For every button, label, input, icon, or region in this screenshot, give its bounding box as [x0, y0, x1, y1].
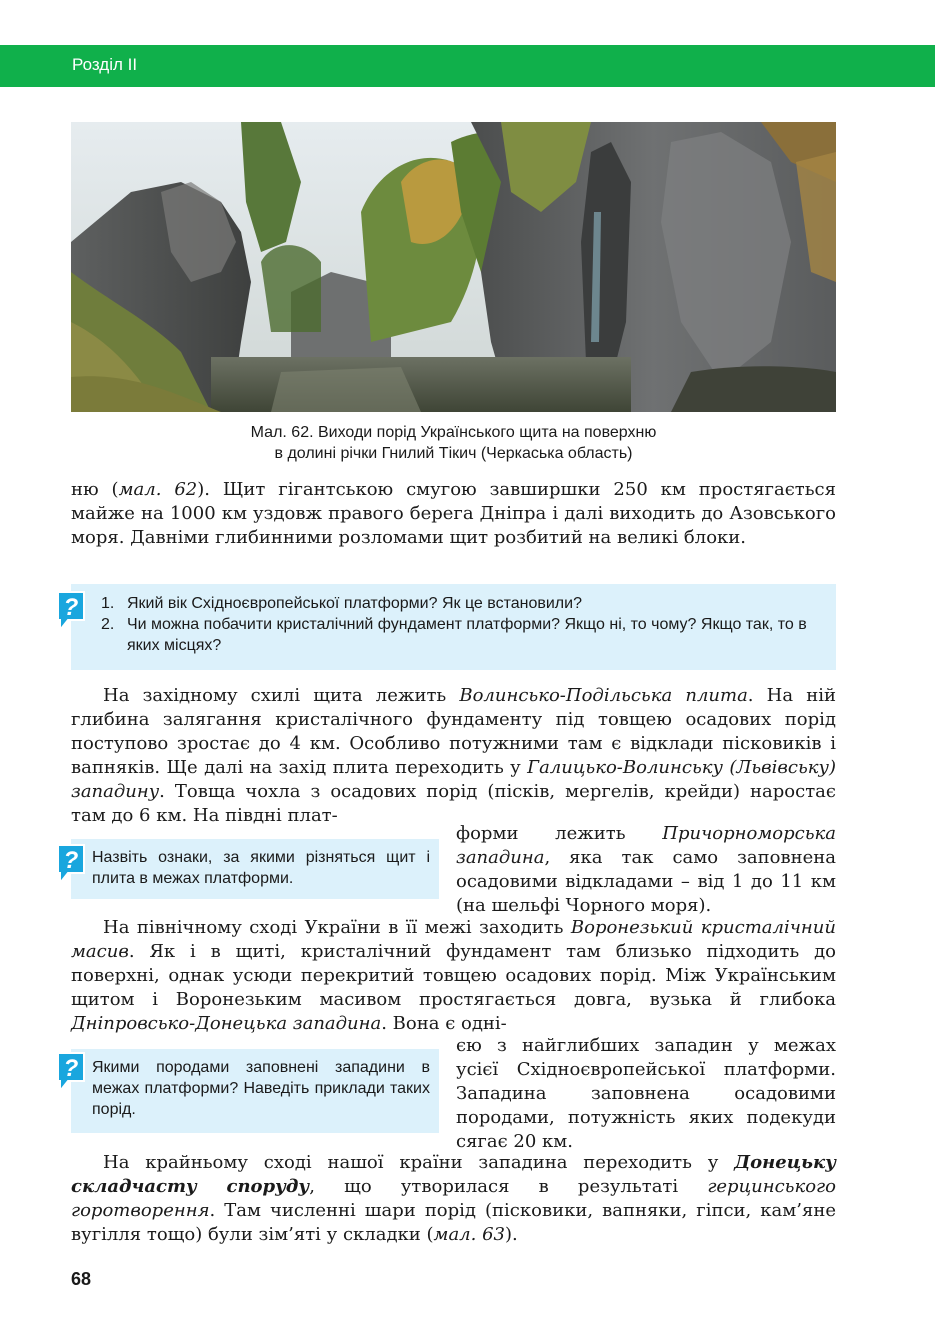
caption-line-2: в долині річки Гнилий Тікич (Черкаська область) — [274, 445, 633, 462]
paragraph-3 — [71, 916, 836, 1036]
question-icon — [52, 1051, 88, 1093]
page-number: 68 — [71, 1269, 92, 1289]
para2-wrap-text: форми лежить — [456, 823, 663, 844]
para3-text-3: . Вона є одні- — [381, 1013, 507, 1034]
section-title: Розділ II — [72, 55, 138, 74]
question-box-3 — [71, 1049, 439, 1133]
question-text: Назвіть ознаки, за якими різняться щит і плита в межах платформи. — [92, 849, 430, 887]
term-halytsko-volynska: Галицько-Волинську (Львівську) западину — [71, 757, 836, 802]
para3-text-2: . Як і в щиті, кристалічний фундамент там близько підходить до поверхні, однак усюди перекритий товщею осадових порід. Між Українським щитом і Воронезьким масивом простягається довга, вузька й глибока — [71, 941, 836, 1010]
para2-text-2: . На ній глибина залягання кристалічного фундаменту під товщею осадових порід поступово зростає до 4 км. Особливо потужними там є відклади пісковиків і вапняків. Ще далі на захід плита переходить у — [71, 685, 836, 778]
question-item — [101, 614, 826, 656]
question-number: 2. — [101, 616, 115, 633]
figure-ref-62: мал. 62 — [118, 479, 198, 500]
paragraph-4 — [71, 1151, 836, 1247]
paragraph-1 — [71, 478, 836, 550]
question-icon — [52, 843, 88, 885]
para1-text-2: ). Щит гігантською смугою завширшки 250 км простягається майже на 1000 км уздовж правого берега Дніпра і далі виходить до Азовського моря. Давніми глибинними розломами щит розбитий на великі блоки. — [71, 479, 836, 548]
paragraph-3-wrap — [456, 1034, 836, 1154]
figure-caption — [71, 422, 836, 464]
section-header — [0, 45, 935, 87]
term-donetska-sporuda: Донецьку складчасту споруду — [71, 1152, 836, 1197]
para3-text: На північному сході України в її межі заходить — [103, 917, 571, 938]
para2-text: На західному схилі щита лежить — [103, 685, 460, 706]
question-text: Якими породами заповнені западини в межах платформи? Наведіть приклади таких порід. — [92, 1059, 430, 1118]
para4-text-2: , що утворилася в результаті — [309, 1176, 708, 1197]
question-item — [101, 593, 826, 614]
question-icon — [52, 590, 88, 632]
paragraph-2 — [71, 684, 836, 828]
canyon-photo — [71, 122, 836, 412]
para2-text-3: . Товща чохла з осадових порід (пісків, мергелів, крейди) наростає там до 6 км. На півдні плат- — [71, 781, 836, 826]
para3-wrap-text: єю з найглибших западин у межах усієї Східноєвропейської платформи. Западина заповнена осадовими породами, потужність яких подекуди сягає 20 км. — [456, 1035, 836, 1152]
question-text: Чи можна побачити кристалічний фундамент платформи? Якщо ні, то чому? Якщо так, то в яких місцях? — [127, 616, 807, 654]
svg-text:?: ? — [63, 594, 79, 621]
term-volyn-podilska: Волинсько-Подільська плита — [459, 685, 748, 706]
term-hertsynske: герцинського горотворення — [71, 1176, 836, 1221]
para1-text: ню ( — [71, 479, 119, 500]
para4-text-4: ). — [505, 1224, 518, 1245]
question-list — [101, 593, 826, 656]
term-voronezkyi: Воронезький кристалічний масив — [71, 917, 836, 962]
para4-text-3: . Там численні шари порід (пісковики, вапняки, гіпси, кам’яне вугілля тощо) були зім’яті у складки ( — [71, 1200, 836, 1245]
question-text: Який вік Східноєвропейської платформи? Як це встановили? — [127, 595, 582, 612]
figure-photo — [71, 122, 836, 412]
svg-text:?: ? — [63, 847, 79, 874]
term-dniprovsko-donetska: Дніпровсько-Донецька западина — [71, 1013, 382, 1034]
caption-line-1: Мал. 62. Виходи порід Українського щита на поверхню — [250, 424, 657, 441]
term-prychornomorska: Причорноморська западина — [456, 823, 836, 868]
para4-text: На крайньому сході нашої країни западина переходить у — [103, 1152, 735, 1173]
question-box-1 — [71, 584, 836, 670]
para2-wrap-text-2: , яка так само заповнена осадовими відкладами – від 1 до 11 км (на шельфі Чорного моря). — [456, 847, 836, 916]
svg-text:?: ? — [63, 1055, 79, 1082]
question-number: 1. — [101, 595, 115, 612]
figure-ref-63: мал. 63 — [433, 1224, 505, 1245]
paragraph-2-wrap — [456, 822, 836, 918]
question-box-2 — [71, 839, 439, 899]
